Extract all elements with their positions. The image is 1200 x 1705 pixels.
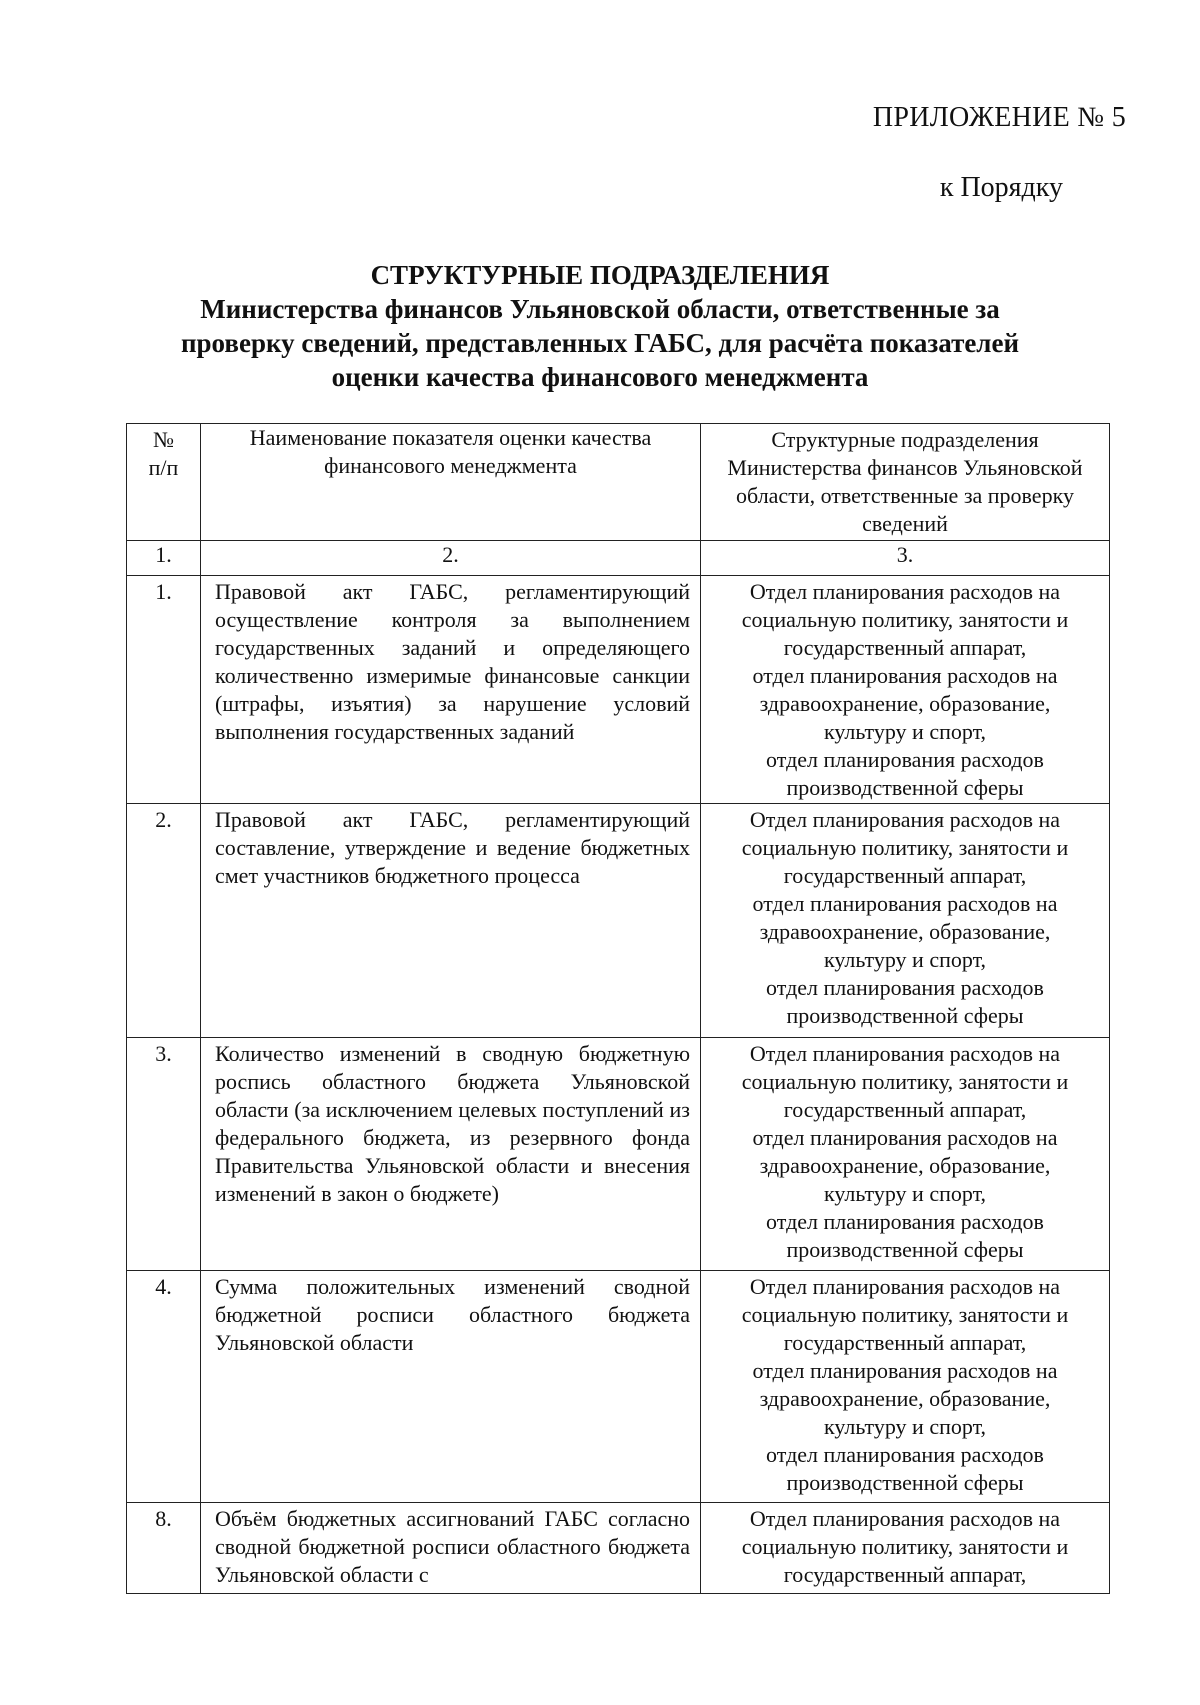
header-num-abbrev: п/п xyxy=(148,455,179,480)
indicator-name: Количество изменений в сводную бюджетную роспись областного бюджета Ульяновской области (за исключением целевых поступлений из федерального бюджета, из резервного фонда Правительства Ульяновской области и внесения изменений в закон о бюджете) xyxy=(201,1038,701,1271)
dept-line: социальную политику, занятости и xyxy=(741,607,1069,632)
dept-line: культуру и спорт, xyxy=(823,1414,987,1439)
dept-line: здравоохранение, образование, xyxy=(759,691,1051,716)
table-row xyxy=(127,1271,1110,1503)
dept-line: производственной сферы xyxy=(786,1003,1024,1028)
document-title xyxy=(150,258,1050,394)
table-row xyxy=(127,804,1110,1038)
dept-line: государственный аппарат, xyxy=(783,1097,1027,1122)
dept-line: отдел планирования расходов xyxy=(766,975,1044,1000)
responsible-departments xyxy=(701,1503,1110,1594)
dept-line: государственный аппарат, xyxy=(783,863,1027,888)
dept-line: социальную политику, занятости и xyxy=(741,835,1069,860)
row-number: 8. xyxy=(127,1503,201,1594)
dept-line: отдел планирования расходов xyxy=(766,1442,1044,1467)
dept-line: отдел планирования расходов на xyxy=(752,1358,1058,1383)
dept-line: социальную политику, занятости и xyxy=(741,1069,1069,1094)
dept-line: государственный аппарат, xyxy=(783,635,1027,660)
dept-line: социальную политику, занятости и xyxy=(741,1534,1069,1559)
header-num-symbol: № xyxy=(153,427,174,452)
responsible-departments xyxy=(701,1038,1110,1271)
indicator-name: Сумма положительных изменений сводной бюджетной росписи областного бюджета Ульяновской области xyxy=(201,1271,701,1503)
header-departments: Структурные подразделения Министерства финансов Ульяновской области, ответственные за проверку сведений xyxy=(701,424,1110,541)
dept-line: производственной сферы xyxy=(786,1237,1024,1262)
dept-line: отдел планирования расходов на xyxy=(752,663,1058,688)
indicator-name: Правовой акт ГАБС, регламентирующий составление, утверждение и ведение бюджетных смет участников бюджетного процесса xyxy=(201,804,701,1038)
row-number: 3. xyxy=(127,1038,201,1271)
column-index-1: 1. xyxy=(127,541,201,576)
dept-line: производственной сферы xyxy=(786,1470,1024,1495)
dept-line: Отдел планирования расходов на xyxy=(749,1041,1061,1066)
dept-line: отдел планирования расходов на xyxy=(752,1125,1058,1150)
dept-line: культуру и спорт, xyxy=(823,719,987,744)
title-line-2: Министерства финансов Ульяновской области, ответственные за xyxy=(200,294,1000,324)
indicator-name: Объём бюджетных ассигнований ГАБС согласно сводной бюджетной росписи областного бюджета Ульяновской области с xyxy=(201,1503,701,1594)
dept-line: Отдел планирования расходов на xyxy=(749,1274,1061,1299)
row-number: 1. xyxy=(127,576,201,804)
header-indicator-name: Наименование показателя оценки качества финансового менеджмента xyxy=(201,424,701,541)
column-index-3: 3. xyxy=(701,541,1110,576)
column-index-2: 2. xyxy=(201,541,701,576)
title-line-4: оценки качества финансового менеджмента xyxy=(331,362,869,392)
dept-line: отдел планирования расходов на xyxy=(752,891,1058,916)
dept-line: здравоохранение, образование, xyxy=(759,1153,1051,1178)
to-order-label: к Порядку xyxy=(939,172,1063,203)
dept-line: Отдел планирования расходов на xyxy=(749,1506,1061,1531)
indicator-name: Правовой акт ГАБС, регламентирующий осуществление контроля за выполнением государственных заданий и определяющего количественно измеримые финансовые санкции (штрафы, изъятия) за нарушение условий выполнения государственных заданий xyxy=(201,576,701,804)
dept-line: отдел планирования расходов xyxy=(766,747,1044,772)
dept-line: Отдел планирования расходов на xyxy=(749,579,1061,604)
header-num-cell xyxy=(127,424,201,541)
dept-line: культуру и спорт, xyxy=(823,947,987,972)
dept-line: здравоохранение, образование, xyxy=(759,1386,1051,1411)
row-number: 4. xyxy=(127,1271,201,1503)
dept-line: производственной сферы xyxy=(786,775,1024,800)
column-index-row xyxy=(127,541,1110,576)
appendix-number: ПРИЛОЖЕНИЕ № 5 xyxy=(872,102,1126,133)
table-row xyxy=(127,576,1110,804)
title-line-3: проверку сведений, представленных ГАБС, для расчёта показателей xyxy=(180,328,1019,358)
dept-line: государственный аппарат, xyxy=(783,1562,1027,1587)
table-row xyxy=(127,1503,1110,1594)
dept-line: Отдел планирования расходов на xyxy=(749,807,1061,832)
responsible-departments xyxy=(701,804,1110,1038)
dept-line: здравоохранение, образование, xyxy=(759,919,1051,944)
departments-table xyxy=(126,423,1110,1594)
responsible-departments xyxy=(701,576,1110,804)
responsible-departments xyxy=(701,1271,1110,1503)
dept-line: государственный аппарат, xyxy=(783,1330,1027,1355)
dept-line: социальную политику, занятости и xyxy=(741,1302,1069,1327)
dept-line: культуру и спорт, xyxy=(823,1181,987,1206)
row-number: 2. xyxy=(127,804,201,1038)
table-row xyxy=(127,1038,1110,1271)
table-header-row xyxy=(127,424,1110,541)
title-line-1: СТРУКТУРНЫЕ ПОДРАЗДЕЛЕНИЯ xyxy=(370,260,830,290)
dept-line: отдел планирования расходов xyxy=(766,1209,1044,1234)
